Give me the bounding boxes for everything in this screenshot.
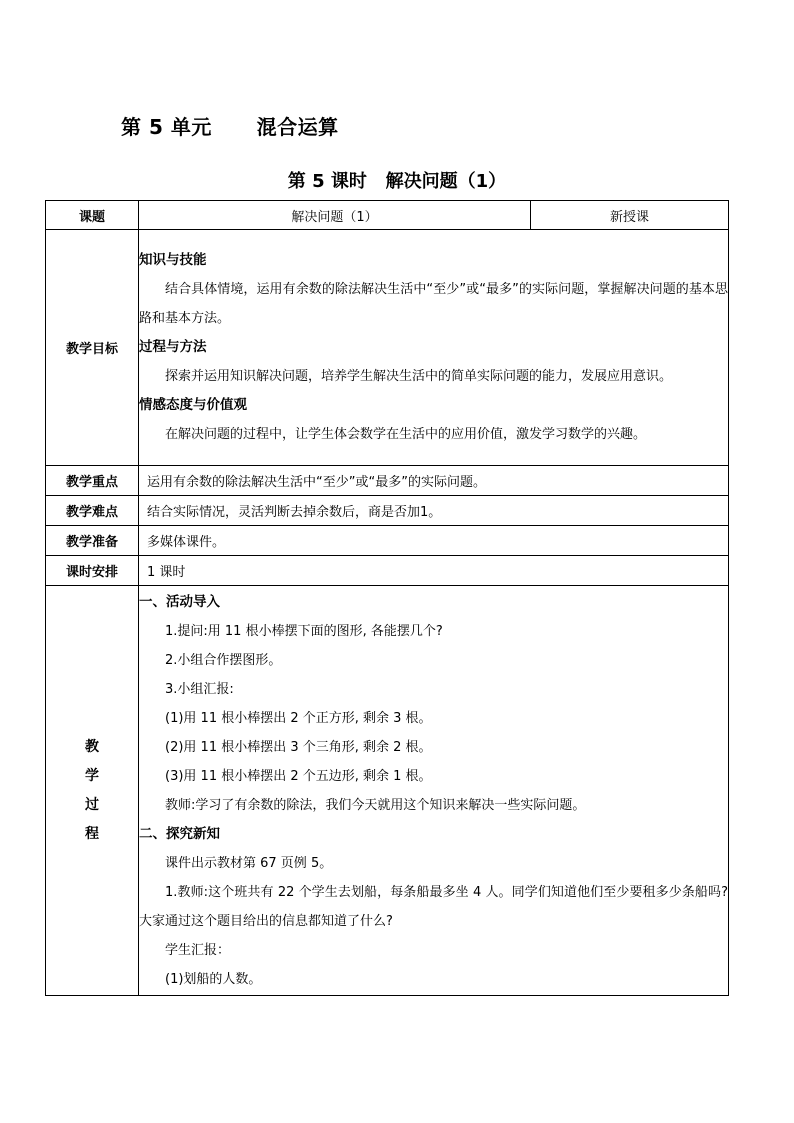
prep-row [46, 526, 729, 556]
lesson-type: 新授课 [531, 201, 729, 230]
time-value: 1 课时 [139, 556, 729, 586]
topic-value: 解决问题（1） [139, 201, 531, 230]
section-2-line: (1)划船的人数。 [165, 971, 262, 987]
key-label: 教学重点 [46, 466, 139, 496]
process-heading: 过程与方法 [139, 339, 207, 355]
objectives-row [46, 230, 729, 466]
knowledge-heading: 知识与技能 [139, 252, 207, 268]
difficulty-value: 结合实际情况，灵活判断去掉余数后，商是否加1。 [139, 496, 729, 526]
section-2-line: 课件出示教材第 67 页例 5。 [165, 855, 333, 871]
section-2-heading: 二、探究新知 [139, 825, 220, 842]
process-row [46, 586, 729, 996]
section-1-heading: 一、活动导入 [139, 593, 220, 610]
process-label-char: 过 [85, 796, 99, 813]
section-1-line: 3.小组汇报: [165, 681, 234, 697]
prep-label: 教学准备 [46, 526, 139, 556]
section-2-line: 1.教师:这个班共有 22 个学生去划船，每条船最多坐 4 人。同学们知道他们至少要租多少条船吗?大家通过这个题目给出的信息都知道了什么? [139, 884, 728, 929]
objectives-label: 教学目标 [46, 230, 139, 466]
process-label-char: 教 [85, 738, 99, 755]
process-label-char: 程 [85, 825, 99, 842]
section-1-line: (1)用 11 根小棒摆出 2 个正方形, 剩余 3 根。 [165, 710, 432, 726]
difficulty-row [46, 496, 729, 526]
process-label-char: 学 [85, 767, 99, 784]
key-row [46, 466, 729, 496]
emotion-heading: 情感态度与价值观 [139, 397, 247, 413]
topic-label: 课题 [46, 201, 139, 230]
process-text: 探索并运用知识解决问题，培养学生解决生活中的简单实际问题的能力，发展应用意识。 [165, 369, 673, 384]
process-label [46, 586, 139, 996]
emotion-text: 在解决问题的过程中，让学生体会数学在生活中的应用价值，激发学习数学的兴趣。 [165, 427, 647, 442]
section-2-line: 学生汇报： [165, 942, 231, 958]
lesson-plan-table [45, 200, 729, 996]
unit-title: 第 5 单元 混合运算 [121, 115, 339, 139]
section-1-line: 教师:学习了有余数的除法，我们今天就用这个知识来解决一些实际问题。 [165, 797, 586, 813]
lesson-title: 第 5 课时 解决问题（1） [287, 171, 507, 192]
topic-row [46, 201, 729, 230]
section-1-line: 1.提问:用 11 根小棒摆下面的图形, 各能摆几个? [165, 623, 443, 639]
objectives-content [139, 230, 729, 466]
difficulty-label: 教学难点 [46, 496, 139, 526]
time-label: 课时安排 [46, 556, 139, 586]
prep-value: 多媒体课件。 [139, 526, 729, 556]
time-row [46, 556, 729, 586]
section-1-line: (2)用 11 根小棒摆出 3 个三角形, 剩余 2 根。 [165, 739, 432, 755]
key-value: 运用有余数的除法解决生活中“至少”或“最多”的实际问题。 [139, 466, 729, 496]
section-1-line: 2.小组合作摆图形。 [165, 652, 282, 668]
knowledge-text: 结合具体情境，运用有余数的除法解决生活中“至少”或“最多”的实际问题，掌握解决问题的基本思路和基本方法。 [139, 282, 728, 326]
section-1-line: (3)用 11 根小棒摆出 2 个五边形, 剩余 1 根。 [165, 768, 432, 784]
process-content [139, 586, 729, 996]
